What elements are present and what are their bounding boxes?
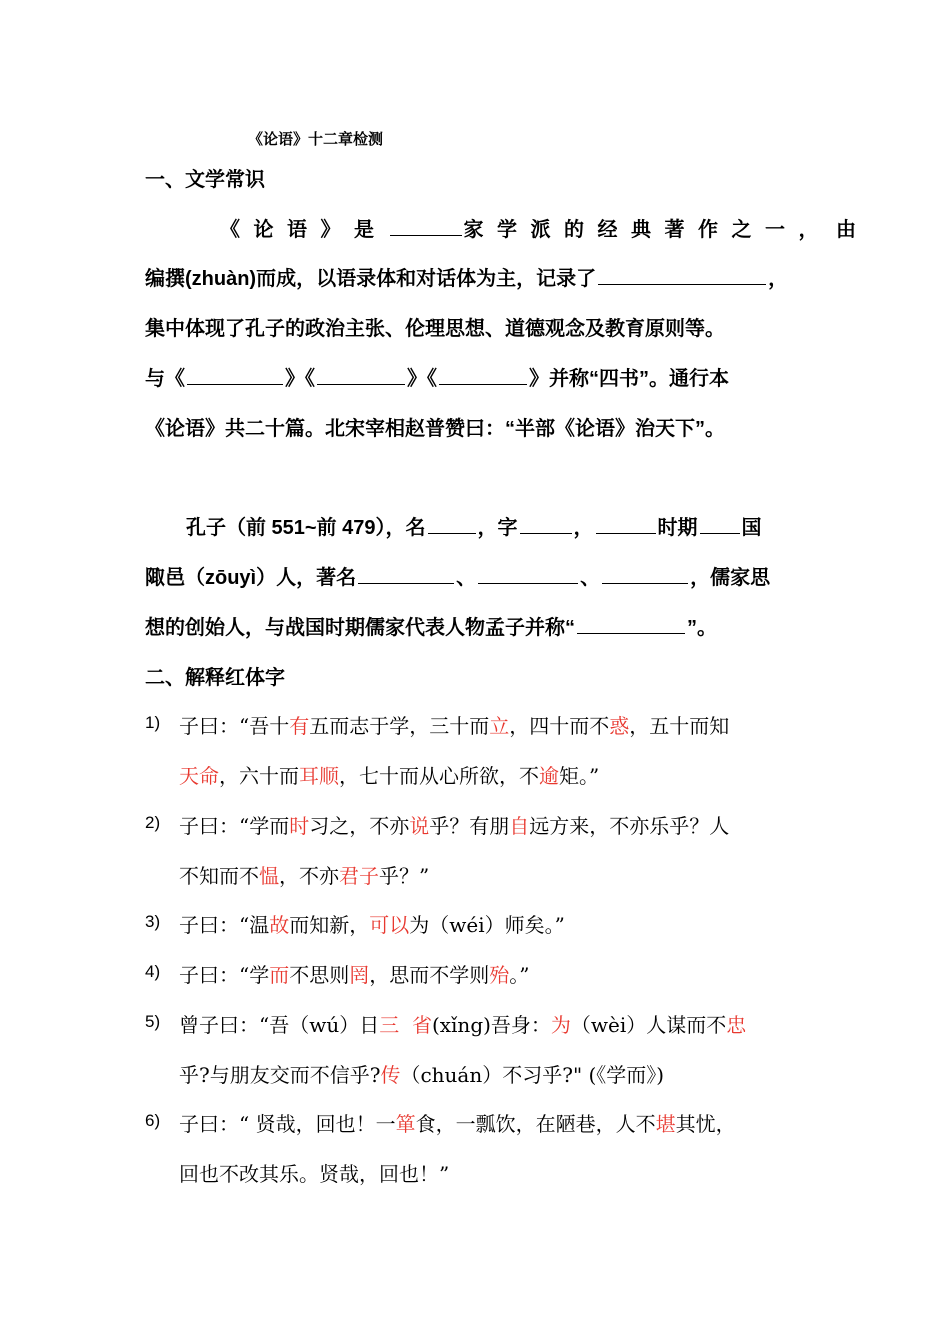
para1-line4: 与《 》《 》《 》并称“四书”。通行本	[145, 368, 729, 390]
red-word: 惑	[609, 714, 630, 738]
red-word: 天命	[179, 764, 219, 788]
blank-book3	[439, 366, 527, 385]
red-word: 三 省	[379, 1013, 432, 1037]
blank-book1	[187, 366, 283, 385]
red-word: 立	[489, 714, 510, 738]
para1-line1: 《论语》是 家学派的经典著作之一， 由	[220, 219, 856, 241]
red-word: 自	[509, 814, 530, 838]
red-word: 堪	[655, 1112, 676, 1136]
para1-line3: 集中体现了孔子的政治主张、伦理思想、道德观念及教育原则等。	[145, 318, 725, 340]
blank-book2	[317, 366, 405, 385]
red-word: 有	[289, 714, 310, 738]
para2-line2: 陬邑（zōuyì）人，著名 、 、 ，儒家思	[145, 567, 771, 589]
red-word: 罔	[349, 963, 370, 987]
item-number-4: 4)	[145, 962, 161, 981]
para2-line1: 孔子（前 551~前 479），名 ，字 ， 时期 国	[186, 517, 762, 539]
red-word: 忠	[726, 1013, 747, 1037]
red-word: 君子	[339, 864, 379, 888]
blank-role3	[602, 565, 688, 584]
section-heading-explain: 二、解释红体字	[145, 667, 285, 689]
item-number-6: 6)	[145, 1111, 161, 1130]
red-word: 箪	[395, 1112, 416, 1136]
red-word: 逾	[539, 764, 559, 788]
item-3-line1: 子曰：“温故而知新，可以为（wéi）师矣。”	[179, 913, 565, 937]
item-2-line2: 不知而不愠，不亦君子乎？”	[179, 864, 430, 888]
blank-records	[598, 266, 766, 285]
red-word: 而	[269, 963, 290, 987]
blank-joint-title	[577, 615, 685, 634]
section-heading-literature: 一、文学常识	[145, 169, 265, 191]
red-word: 时	[289, 814, 310, 838]
item-4-line1: 子曰：“学而不思则罔，思而不学则殆。”	[179, 963, 530, 987]
item-number-1: 1)	[145, 713, 161, 732]
blank-courtesy-name	[520, 515, 572, 534]
item-number-3: 3)	[145, 912, 161, 931]
blank-school	[390, 217, 462, 236]
red-word: 愠	[259, 864, 279, 888]
item-6-line1: 子曰：“ 贤哉，回也！一箪食，一瓢饮，在陋巷，人不堪其忧，	[179, 1112, 736, 1136]
para1-line5: 《论语》共二十篇。北宋宰相赵普赞曰：“半部《论语》治天下”。	[145, 418, 725, 440]
blank-role2	[478, 565, 578, 584]
item-5-line1: 曾子曰：“吾（wú）日三 省(xǐng)吾身：为（wèi）人谋而不忠	[179, 1013, 747, 1037]
para2-line3: 想的创始人，与战国时期儒家代表人物孟子并称“ ”。	[145, 617, 717, 639]
red-word: 可以	[369, 913, 410, 937]
item-number-5: 5)	[145, 1012, 161, 1031]
document-title: 《论语》十二章检测	[248, 131, 384, 148]
blank-state	[700, 515, 740, 534]
para1-line2: 编撰(zhuàn)而成，以语录体和对话体为主，记录了 ，	[145, 268, 789, 290]
blank-period	[596, 515, 656, 534]
red-word: 传	[380, 1063, 401, 1087]
red-word: 为	[550, 1013, 571, 1037]
red-word: 说	[409, 814, 430, 838]
item-5-line2: 乎?与朋友交而不信乎?传（chuán）不习乎?" (《学而》)	[179, 1063, 665, 1087]
item-1-line2: 天命，六十而耳顺，七十而从心所欲，不逾矩。”	[179, 764, 600, 788]
red-word: 殆	[489, 963, 510, 987]
blank-name	[428, 515, 476, 534]
blank-role1	[358, 565, 454, 584]
red-word: 耳顺	[299, 764, 339, 788]
item-2-line1: 子曰：“学而时习之，不亦说乎？有朋自远方来，不亦乐乎？人	[179, 814, 730, 838]
red-word: 故	[269, 913, 290, 937]
item-number-2: 2)	[145, 813, 161, 832]
item-6-line2: 回也不改其乐。贤哉，回也！”	[179, 1162, 450, 1186]
item-1-line1: 子曰：“吾十有五而志于学，三十而立，四十而不惑，五十而知	[179, 714, 730, 738]
